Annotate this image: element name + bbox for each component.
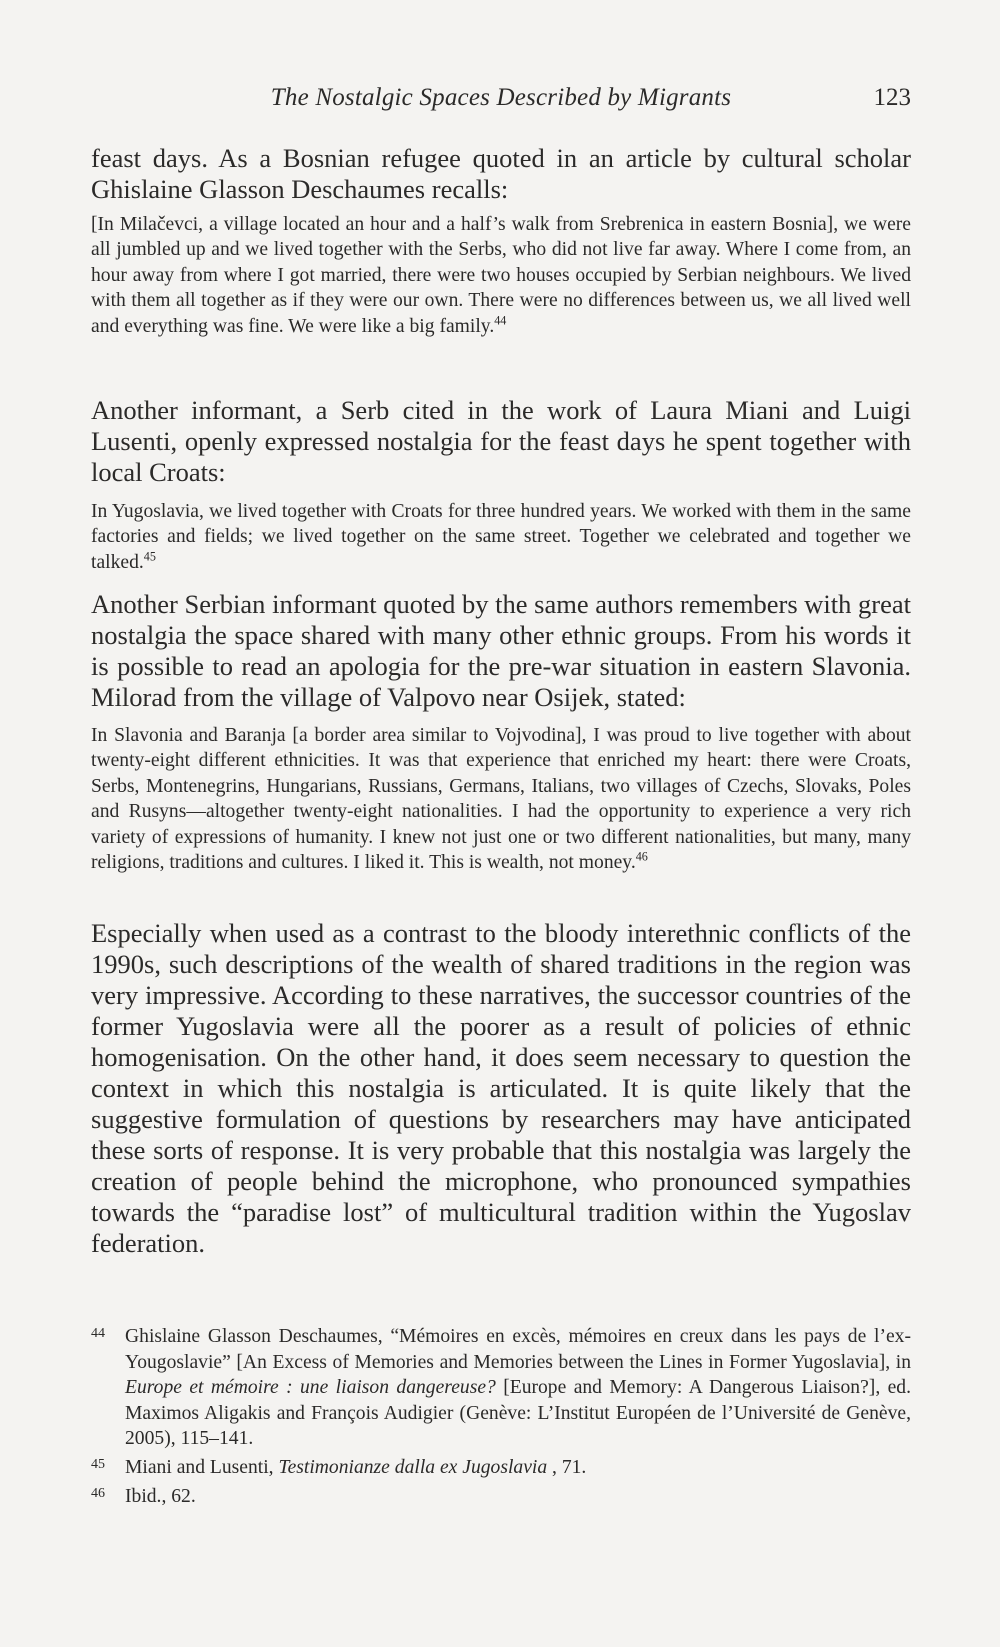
footnote-text [125, 1455, 911, 1481]
page-number: 123 [873, 84, 911, 111]
footnote-text-part: Miani and Lusenti, [125, 1456, 279, 1478]
footnote-text-part: Ghislaine Glasson Deschaumes, “Mémoires en excès, mémoires en creux dans les pays de l’ex-Yougoslavie” [An Excess of Memories and Memories between the Lines in Former Yugoslavia], in [125, 1326, 911, 1373]
footnote-46 [91, 1484, 911, 1510]
footnote-text-part: Ibid., 62. [125, 1485, 196, 1507]
block-quote-2 [91, 499, 911, 575]
footnote-number: 45 [91, 1456, 105, 1472]
block-quote-2-text: In Yugoslavia, we lived together with Croats for three hundred years. We worked with them in the same factories and fields; we lived together on the same street. Together we celebrated and together we talked. [91, 501, 911, 573]
block-quote-3-text: In Slavonia and Baranja [a border area similar to Vojvodina], I was proud to live together with about twenty-eight different ethnicities. It was that experience that enriched my heart: there were Croats, Serbs, Montenegrins, Hungarians, Russians, Germans, Italians, two villages of Czechs, Slovaks, Poles and Rusyns—altogether twenty-eight nationalities. I had the opportunity to experience a very rich variety of expressions of humanity. I knew not just one or two different nationalities, but many, many religions, traditions and cultures. I liked it. This is wealth, not money. [91, 725, 911, 874]
block-quote-1-text: [In Milačevci, a village located an hour and a half’s walk from Srebrenica in eastern Bosnia], we were all jumbled up and we lived together with the Serbs, who did not live far away. Where I come from, an hour away from where I got married, there were two houses occupied by Serbian neighbours. We lived with them all together as if they were our own. There were no differences between us, we all lived well and everything was fine. We were like a big family. [91, 214, 911, 337]
footnote-text-part: , 71. [547, 1456, 587, 1478]
footnote-ref-46[interactable]: 46 [635, 849, 648, 864]
footnote-number: 44 [91, 1326, 105, 1341]
footnote-title: Europe et mémoire : une liaison dangereuse? [125, 1377, 496, 1399]
body-paragraph-2: Another informant, a Serb cited in the work of Laura Miani and Luigi Lusenti, openly expressed nostalgia for the feast days he spent together with local Croats: [91, 395, 911, 487]
footnotes [91, 1324, 911, 1512]
body-paragraph-1: feast days. As a Bosnian refugee quoted in an article by cultural scholar Ghislaine Glasson Deschaumes recalls: [91, 143, 911, 204]
page-header [91, 84, 911, 120]
footnote-text [125, 1324, 911, 1452]
footnote-45 [91, 1455, 911, 1481]
footnote-text-part: [Europe and Memory: A Dangerous Liaison?], ed. Maximos Aligakis and François Audigier (Genève: L’Institut Européen de l’Université de Genève, 2005), 115–141. [125, 1377, 911, 1450]
footnote-text [125, 1484, 911, 1510]
body-paragraph-3: Another Serbian informant quoted by the same authors remembers with great nostalgia the space shared with many other ethnic groups. From his words it is possible to read an apologia for the pre-war situation in eastern Slavonia. Milorad from the village of Valpovo near Osijek, stated: [91, 589, 911, 712]
footnote-44 [91, 1324, 911, 1452]
footnote-title: Testimonianze dalla ex Jugoslavia [278, 1456, 548, 1478]
block-quote-1 [91, 212, 911, 339]
footnote-number: 46 [91, 1485, 105, 1501]
running-head: The Nostalgic Spaces Described by Migrants [270, 84, 732, 111]
body-paragraph-4: Especially when used as a contrast to the bloody interethnic conflicts of the 1990s, such descriptions of the wealth of shared traditions in the region was very impressive. According to these narratives, the successor countries of the former Yugoslavia were all the poorer as a result of policies of ethnic homogenisation. On the other hand, it does seem necessary to question the context in which this nostalgia is articulated. It is quite likely that the suggestive formulation of questions by researchers may have anticipated these sorts of response. It is very probable that this nostalgia was largely the creation of people behind the microphone, who pronounced sympathies towards the “paradise lost” of multicultural tradition within the Yugoslav federation. [91, 918, 911, 1258]
footnote-ref-44[interactable]: 44 [494, 313, 507, 328]
footnote-ref-45[interactable]: 45 [143, 549, 156, 564]
block-quote-3 [91, 723, 911, 875]
